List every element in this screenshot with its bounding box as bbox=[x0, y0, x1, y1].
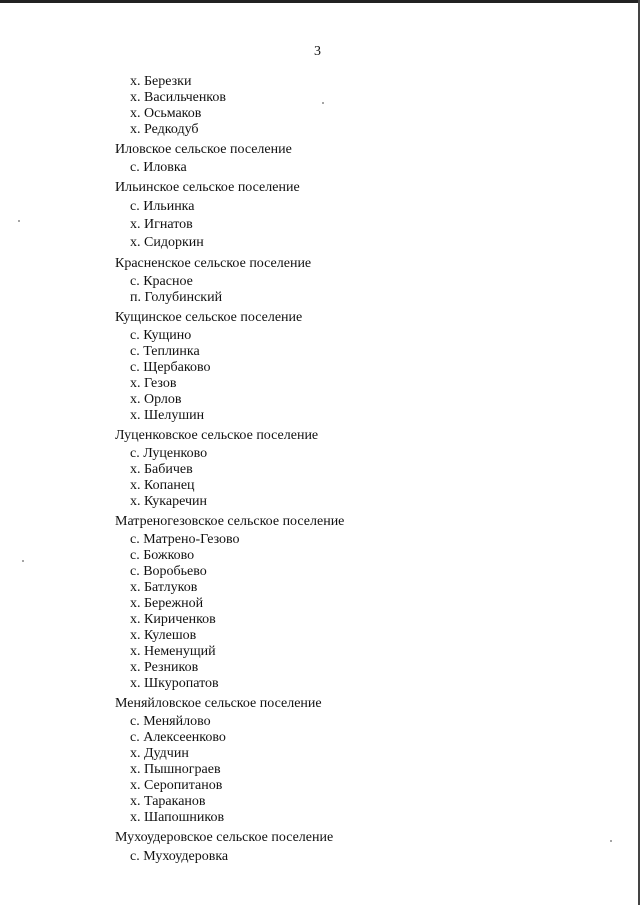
village-list bbox=[0, 74, 640, 138]
village-item: х. Пышнограев bbox=[130, 762, 221, 777]
settlement-section bbox=[0, 427, 640, 510]
village-item: с. Алексеенково bbox=[130, 730, 226, 745]
scan-speck bbox=[610, 840, 612, 842]
scan-top-edge bbox=[0, 0, 640, 3]
village-list bbox=[0, 274, 640, 306]
settlement-section bbox=[0, 74, 640, 138]
village-item: х. Кулешов bbox=[130, 628, 197, 643]
scan-speck bbox=[22, 560, 24, 562]
village-item: х. Бабичев bbox=[130, 462, 193, 477]
scan-speck bbox=[322, 102, 324, 104]
village-item: с. Красное bbox=[130, 274, 193, 289]
settlement-title: Меняйловское сельское поселение bbox=[115, 696, 322, 711]
village-item: х. Гезов bbox=[130, 376, 177, 391]
village-item: с. Теплинка bbox=[130, 344, 200, 359]
village-item: х. Кукаречин bbox=[130, 494, 207, 509]
village-item: х. Игнатов bbox=[130, 217, 193, 232]
village-item: х. Кириченков bbox=[130, 612, 216, 627]
page-number: 3 bbox=[314, 44, 321, 59]
settlement-title: Мухоудеровское сельское поселение bbox=[115, 830, 334, 845]
village-item: х. Шелушин bbox=[130, 408, 205, 423]
scan-speck bbox=[18, 220, 20, 222]
village-item: х. Резников bbox=[130, 660, 199, 675]
settlement-section bbox=[0, 255, 640, 306]
village-item: х. Шкуропатов bbox=[130, 676, 219, 691]
village-item: с. Ильинка bbox=[130, 199, 195, 214]
settlement-title: Кущинское сельское поселение bbox=[115, 310, 303, 325]
settlement-title: Иловское сельское поселение bbox=[115, 142, 292, 157]
village-list bbox=[0, 532, 640, 692]
settlement-section bbox=[0, 829, 640, 866]
settlement-section bbox=[0, 309, 640, 424]
village-list bbox=[0, 160, 640, 176]
village-item: х. Сидоркин bbox=[130, 235, 204, 250]
village-list bbox=[0, 328, 640, 424]
settlement-section bbox=[0, 141, 640, 176]
settlement-title: Матреногезовское сельское поселение bbox=[115, 514, 345, 529]
village-item: с. Щербаково bbox=[130, 360, 211, 375]
village-item: х. Шапошников bbox=[130, 810, 225, 825]
village-item: х. Орлов bbox=[130, 392, 182, 407]
village-item: х. Осьмаков bbox=[130, 106, 202, 121]
village-item: х. Копанец bbox=[130, 478, 195, 493]
village-item: с. Божково bbox=[130, 548, 195, 563]
village-item: с. Мухоудеровка bbox=[130, 849, 229, 864]
village-item: х. Редкодуб bbox=[130, 122, 199, 137]
settlement-title: Луценковское сельское поселение bbox=[115, 428, 319, 443]
village-list bbox=[0, 848, 640, 866]
settlement-section bbox=[0, 513, 640, 692]
village-item: п. Голубинский bbox=[130, 290, 223, 305]
village-item: х. Березки bbox=[130, 74, 192, 89]
village-item: с. Воробьево bbox=[130, 564, 207, 579]
village-item: х. Бережной bbox=[130, 596, 204, 611]
village-item: с. Кущино bbox=[130, 328, 192, 343]
village-item: с. Луценково bbox=[130, 446, 208, 461]
settlement-title: Красненское сельское поселение bbox=[115, 256, 312, 271]
settlement-section bbox=[0, 695, 640, 826]
village-item: х. Неменущий bbox=[130, 644, 216, 659]
village-item: х. Серопитанов bbox=[130, 778, 223, 793]
village-item: х. Тараканов bbox=[130, 794, 206, 809]
village-list bbox=[0, 198, 640, 252]
village-item: х. Васильченков bbox=[130, 90, 227, 105]
village-item: х. Дудчин bbox=[130, 746, 189, 761]
village-item: х. Батлуков bbox=[130, 580, 198, 595]
settlement-section bbox=[0, 179, 640, 252]
settlement-list bbox=[0, 74, 640, 866]
village-list bbox=[0, 446, 640, 510]
village-list bbox=[0, 714, 640, 826]
settlement-title: Ильинское сельское поселение bbox=[115, 180, 300, 195]
village-item: с. Матрено-Гезово bbox=[130, 532, 240, 547]
village-item: с. Иловка bbox=[130, 160, 187, 175]
village-item: с. Меняйлово bbox=[130, 714, 211, 729]
